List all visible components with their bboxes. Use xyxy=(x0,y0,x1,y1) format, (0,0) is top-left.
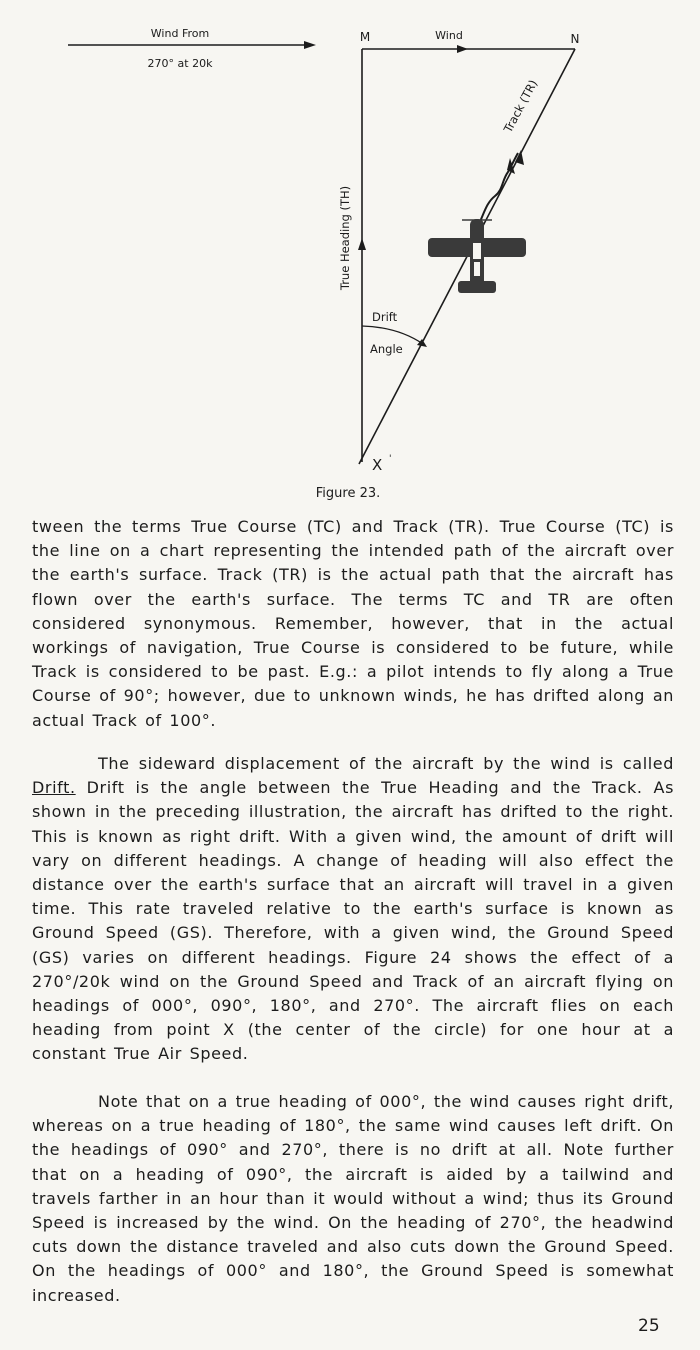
paragraph-headings-note: Note that on a true heading of 000°, the wind causes right drift, whereas on a true heading of 180°, the same wind causes left drift. On the headings of 090° and 270°, there is no drift at all. Note further that on a heading of 090°, the aircraft is aided by a tailwind and travels farther in an hour than it would without a wind; thus its Ground Speed is increased by the wind. On the heading of 270°, the headwind cuts down the distance traveled and also cuts down the Ground Speed. On the headings of 000° and 180°, the Ground Speed is somewhat increased. xyxy=(32,1092,674,1305)
drift-term: Drift. xyxy=(32,778,76,798)
drift-angle-arrowhead xyxy=(417,339,427,347)
point-x-tick: ' xyxy=(389,454,392,464)
paragraph-drift xyxy=(32,752,674,1067)
aircraft-icon xyxy=(428,219,526,293)
point-n-label: N xyxy=(570,32,580,46)
true-heading-label: True Heading (TH) xyxy=(338,185,352,291)
drift-body-text: Drift is the angle between the True Heading and the Track. As shown in the preceding illustration, the aircraft has drifted to the right. This is known as right drift. With a given wind, the amount of drift will vary on different headings. A change of heading will also effect the distance over the earth's surface that an aircraft will travel in a given time. This rate traveled relative to the earth's surface is known as Ground Speed (GS). Therefore, with a given wind, the Ground Speed (GS) varies on different headings. Figure 24 shows the effect of a 270°/20k wind on the Ground Speed and Track of an aircraft flying on headings of 000°, 090°, 180°, and 270°. The aircraft flies on each heading from point X (the center of the circle) for one hour at a constant True Air Speed. xyxy=(32,778,675,1064)
point-x-label: X xyxy=(372,456,383,474)
wind-vector-arrowhead xyxy=(457,45,468,53)
wind-from-arrowhead xyxy=(304,41,316,49)
wind-value-label: 270° at 20k xyxy=(147,57,213,70)
wind-from-label: Wind From xyxy=(150,27,210,40)
paragraph-true-course: tween the terms True Course (TC) and Track (TR). True Course (TC) is the line on a chart representing the intended path of the aircraft over the earth's surface. Track (TR) is the actual path that the aircraft has flown over the earth's surface. The terms TC and TR are often considered synonymous. Remember, however, that in the actual workings of navigation, True Course is considered to be future, while Track is considered to be past. E.g.: a pilot intends to fly along a True Course of 90°; however, due to unknown winds, he has drifted along an actual Track of 100°. xyxy=(32,517,674,730)
track-label: Track (TR) xyxy=(500,77,541,135)
wind-triangle-figure xyxy=(0,0,700,505)
wind-label: Wind xyxy=(435,29,463,42)
true-heading-arrowhead xyxy=(358,238,366,250)
figure-caption: Figure 23. xyxy=(315,486,381,501)
angle-label: Angle xyxy=(370,342,403,356)
drift-intro-text: The sideward displacement of the aircraft by the wind is called xyxy=(98,754,674,773)
drift-label: Drift xyxy=(372,310,398,324)
page-number: 25 xyxy=(638,1316,660,1336)
point-m-label: M xyxy=(359,30,371,44)
aircraft-path xyxy=(478,153,518,226)
